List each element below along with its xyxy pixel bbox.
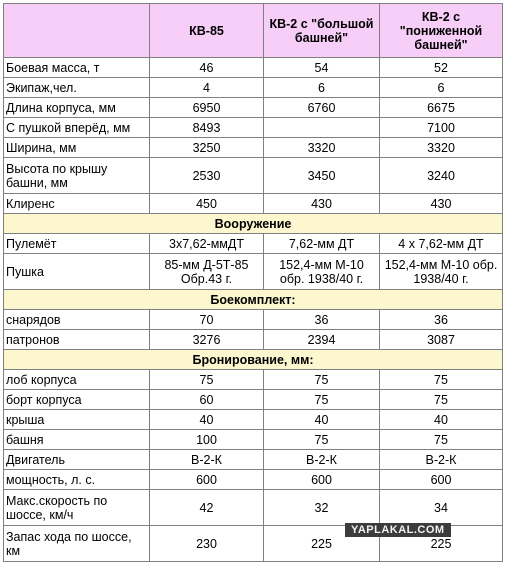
cell-value: 3250 — [150, 138, 264, 158]
row-label: Макс.скорость по шоссе, км/ч — [4, 490, 150, 526]
table-row — [4, 410, 503, 430]
cell-value — [264, 118, 380, 138]
cell-value: 6950 — [150, 98, 264, 118]
table-row — [4, 78, 503, 98]
table-row — [4, 58, 503, 78]
table-row — [4, 118, 503, 138]
row-label: Высота по крышу башни, мм — [4, 158, 150, 194]
cell-value: 3276 — [150, 330, 264, 350]
cell-value: 46 — [150, 58, 264, 78]
cell-value: 600 — [150, 470, 264, 490]
row-label: борт корпуса — [4, 390, 150, 410]
cell-value: 152,4-мм М-10 обр. 1938/40 г. — [264, 254, 380, 290]
table-row — [4, 138, 503, 158]
cell-value: 75 — [380, 370, 503, 390]
cell-value: 225 — [380, 526, 503, 562]
cell-value: 85-мм Д-5Т-85 Обр.43 г. — [150, 254, 264, 290]
cell-value: 40 — [150, 410, 264, 430]
cell-value: 42 — [150, 490, 264, 526]
section-title: Вооружение — [4, 214, 503, 234]
cell-value: 6675 — [380, 98, 503, 118]
row-label: Клиренс — [4, 194, 150, 214]
row-label: патронов — [4, 330, 150, 350]
table-row — [4, 194, 503, 214]
cell-value: 40 — [380, 410, 503, 430]
cell-value: 60 — [150, 390, 264, 410]
watermark: YAPLAKAL.COM — [345, 523, 451, 537]
table-row — [4, 490, 503, 526]
table-row — [4, 330, 503, 350]
table-row — [4, 470, 503, 490]
section-header-ammo — [4, 290, 503, 310]
cell-value: 6 — [264, 78, 380, 98]
cell-value: 2530 — [150, 158, 264, 194]
header-kv85: КВ-85 — [150, 4, 264, 58]
cell-value: 32 — [264, 490, 380, 526]
cell-value: 430 — [380, 194, 503, 214]
cell-value: 2394 — [264, 330, 380, 350]
header-kv2-big-turret: КВ-2 с "большой башней" — [264, 4, 380, 58]
cell-value: 75 — [264, 390, 380, 410]
section-header-armament — [4, 214, 503, 234]
cell-value: 3450 — [264, 158, 380, 194]
row-label: Ширина, мм — [4, 138, 150, 158]
cell-value: 152,4-мм М-10 обр. 1938/40 г. — [380, 254, 503, 290]
row-label: снарядов — [4, 310, 150, 330]
section-title: Боекомплект: — [4, 290, 503, 310]
cell-value: 75 — [380, 390, 503, 410]
cell-value: 3320 — [380, 138, 503, 158]
section-header-armor — [4, 350, 503, 370]
row-label: башня — [4, 430, 150, 450]
row-label: крыша — [4, 410, 150, 430]
row-label: Пулемёт — [4, 234, 150, 254]
cell-value: 3087 — [380, 330, 503, 350]
cell-value: 3320 — [264, 138, 380, 158]
cell-value: 75 — [150, 370, 264, 390]
table-row — [4, 370, 503, 390]
section-title: Бронирование, мм: — [4, 350, 503, 370]
cell-value: 230 — [150, 526, 264, 562]
cell-value: 100 — [150, 430, 264, 450]
row-label: мощность, л. с. — [4, 470, 150, 490]
cell-value: 6760 — [264, 98, 380, 118]
cell-value: 600 — [264, 470, 380, 490]
cell-value: 4 — [150, 78, 264, 98]
cell-value: 225 — [264, 526, 380, 562]
table-row — [4, 450, 503, 470]
cell-value: 3240 — [380, 158, 503, 194]
cell-value: 36 — [264, 310, 380, 330]
cell-value: 34 — [380, 490, 503, 526]
cell-value: 52 — [380, 58, 503, 78]
row-label: лоб корпуса — [4, 370, 150, 390]
table-row — [4, 310, 503, 330]
cell-value: 600 — [380, 470, 503, 490]
cell-value: 3x7,62-ммДТ — [150, 234, 264, 254]
cell-value: 40 — [264, 410, 380, 430]
cell-value: 450 — [150, 194, 264, 214]
table-row — [4, 98, 503, 118]
row-label: Боевая масса, т — [4, 58, 150, 78]
header-corner — [4, 4, 150, 58]
cell-value: 75 — [380, 430, 503, 450]
table-row — [4, 158, 503, 194]
header-row — [4, 4, 503, 58]
cell-value: В-2-К — [264, 450, 380, 470]
row-label: Запас хода по шоссе, км — [4, 526, 150, 562]
cell-value: 75 — [264, 430, 380, 450]
table-row — [4, 254, 503, 290]
row-label: Длина корпуса, мм — [4, 98, 150, 118]
header-kv2-low-turret: КВ-2 с "пониженной башней" — [380, 4, 503, 58]
cell-value: 54 — [264, 58, 380, 78]
cell-value: 75 — [264, 370, 380, 390]
cell-value: 70 — [150, 310, 264, 330]
cell-value: 6 — [380, 78, 503, 98]
cell-value: 7100 — [380, 118, 503, 138]
cell-value: В-2-К — [380, 450, 503, 470]
row-label: Двигатель — [4, 450, 150, 470]
cell-value: 36 — [380, 310, 503, 330]
cell-value: В-2-К — [150, 450, 264, 470]
cell-value: 430 — [264, 194, 380, 214]
cell-value: 4 x 7,62-мм ДТ — [380, 234, 503, 254]
row-label: С пушкой вперёд, мм — [4, 118, 150, 138]
table-row — [4, 430, 503, 450]
cell-value: 7,62-мм ДТ — [264, 234, 380, 254]
tank-specs-table — [3, 3, 503, 562]
row-label: Пушка — [4, 254, 150, 290]
table-row — [4, 234, 503, 254]
row-label: Экипаж,чел. — [4, 78, 150, 98]
cell-value: 8493 — [150, 118, 264, 138]
table-row — [4, 390, 503, 410]
